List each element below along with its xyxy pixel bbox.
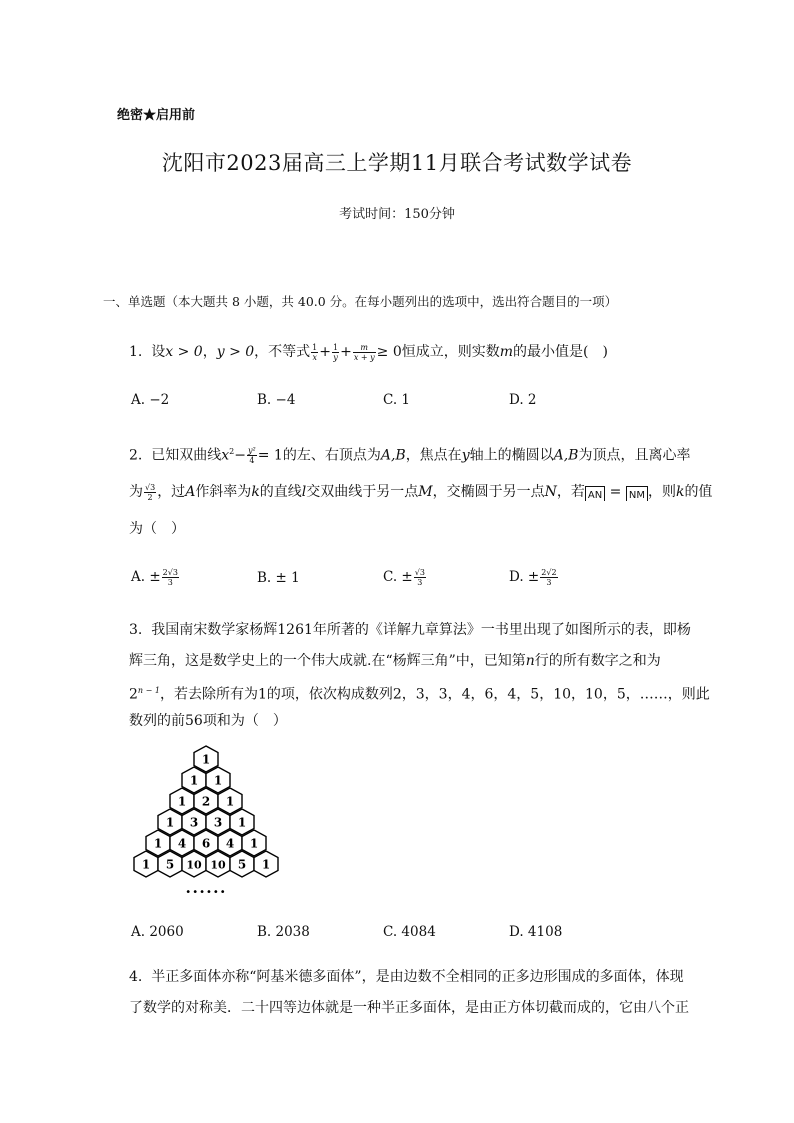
q3-option-d[interactable]: D. 4108 [509,924,563,940]
triangle-cell-value: 5 [237,857,247,872]
triangle-cell-value: 10 [210,858,226,872]
question-4-line-1: 4. 半正多面体亦称“阿基米德多面体”，是由边数不全相同的正多边形围成的多面体，体现 [129,969,684,985]
triangle-cell-value: 3 [189,815,199,830]
question-4-line-2: 了数学的对称美．二十四等边体就是一种半正多面体，是由正方体切截而成的，它由八个正 [129,1000,689,1016]
question-3-line-1: 3. 我国南宋数学家杨辉1261年所著的《详解九章算法》一书里出现了如图所示的表，即杨 [129,622,691,638]
triangle-cell-value: 1 [153,836,163,851]
triangle-continuation-dots: •••••• [185,887,227,898]
q1-option-b[interactable]: B. −4 [257,392,296,408]
q2-option-a[interactable]: A. ± $\frac{2√3}{3}$ [131,568,178,587]
yang-hui-triangle-figure [130,744,290,898]
question-1: 1. 设x > 0，y > 0，不等式 $\frac{1}{x}$ + $\frac{1}{y}$ + $\frac{m}{x + y}$ ≥ 0恒成立，则实数m的最小值是( ) [129,342,608,362]
triangle-cell-value: 4 [177,836,187,851]
triangle-cell-value: 1 [201,752,211,767]
fraction-m-over-sum: $\frac{m}{x + y}$ [353,342,375,362]
triangle-cell-value: 1 [213,773,223,788]
q2-option-c[interactable]: C. ± $\frac{√3}{3}$ [383,568,425,587]
question-3-line-3: $2^{n - 1}$，若去除所有为1的项，依次构成数列2，3，3，4，6，4，5，10，10，5，……，则此 [129,686,710,703]
triangle-cell-value: 1 [177,794,187,809]
exam-time: 考试时间：150分钟 [339,207,455,222]
fraction-sqrt3-over-2: $\frac{√3}{2}$ [145,482,156,502]
triangle-cell-value: 1 [261,857,271,872]
triangle-cell-value: 2 [201,794,211,809]
fraction-y2-over-4: $\frac{\text{y²}}{4}$ [248,446,256,466]
triangle-cell-value: 6 [201,836,211,851]
fraction-1-over-y: $\frac{1}{y}$ [332,342,339,362]
triangle-cell-value: 1 [165,815,175,830]
question-2-line-1: 2. 已知双曲线$x^2-$ $\frac{\text{y²}}{4}$ = 1的左、右顶点为A,B，焦点在y轴上的椭圆以A,B为顶点，且离心率 [129,446,691,466]
triangle-cell-value: 1 [237,815,247,830]
question-number: 3. [129,622,143,638]
triangle-cell-value: 4 [225,836,235,851]
q2-option-b[interactable]: B. ± 1 [257,570,300,586]
question-number: 2. [129,447,143,464]
question-number: 1. [129,344,143,360]
triangle-cell-value: 1 [141,857,151,872]
question-2-line-3: 为（ ） [129,521,185,537]
vector-nm: NM [626,486,648,501]
q2-option-d[interactable]: D. ± $\frac{2√2}{3}$ [509,568,557,587]
q3-option-a[interactable]: A. 2060 [131,924,184,940]
confidential-label: 绝密★启用前 [117,108,196,123]
triangle-cell-value: 5 [165,857,175,872]
q1-option-a[interactable]: A. −2 [131,392,170,408]
condition-y: y > 0 [216,344,255,360]
triangle-cell-value: 10 [186,858,202,872]
section-heading: 一、单选题（本大题共 8 小题，共 40.0 分。在每小题列出的选项中，选出符合题目的一项） [103,294,618,309]
question-2-line-2: 为 $\frac{√3}{2}$ ，过A作斜率为k的直线l交双曲线于另一点M，交椭圆于另一点N，若 AN = NM ，则k的值 [129,482,713,502]
q3-option-c[interactable]: C. 4084 [383,924,436,940]
vector-an: AN [585,486,605,501]
question-number: 4. [129,969,143,985]
exam-title: 沈阳市2023届高三上学期11月联合考试数学试卷 [161,151,633,175]
question-3-line-2: 辉三角，这是数学史上的一个伟大成就.在“杨辉三角”中，已知第n行的所有数字之和为 [129,653,661,669]
triangle-cell-value: 1 [189,773,199,788]
q1-option-c[interactable]: C. 1 [383,392,411,408]
triangle-cell-value: 1 [249,836,259,851]
question-3-line-4: 数列的前56项和为（ ） [129,713,287,729]
q1-option-d[interactable]: D. 2 [509,392,537,408]
fraction-1-over-x: $\frac{1}{x}$ [312,342,318,362]
triangle-cell-value: 1 [225,794,235,809]
q3-option-b[interactable]: B. 2038 [257,924,310,940]
condition-x: x > 0 [165,344,203,360]
triangle-cell-value: 3 [213,815,223,830]
